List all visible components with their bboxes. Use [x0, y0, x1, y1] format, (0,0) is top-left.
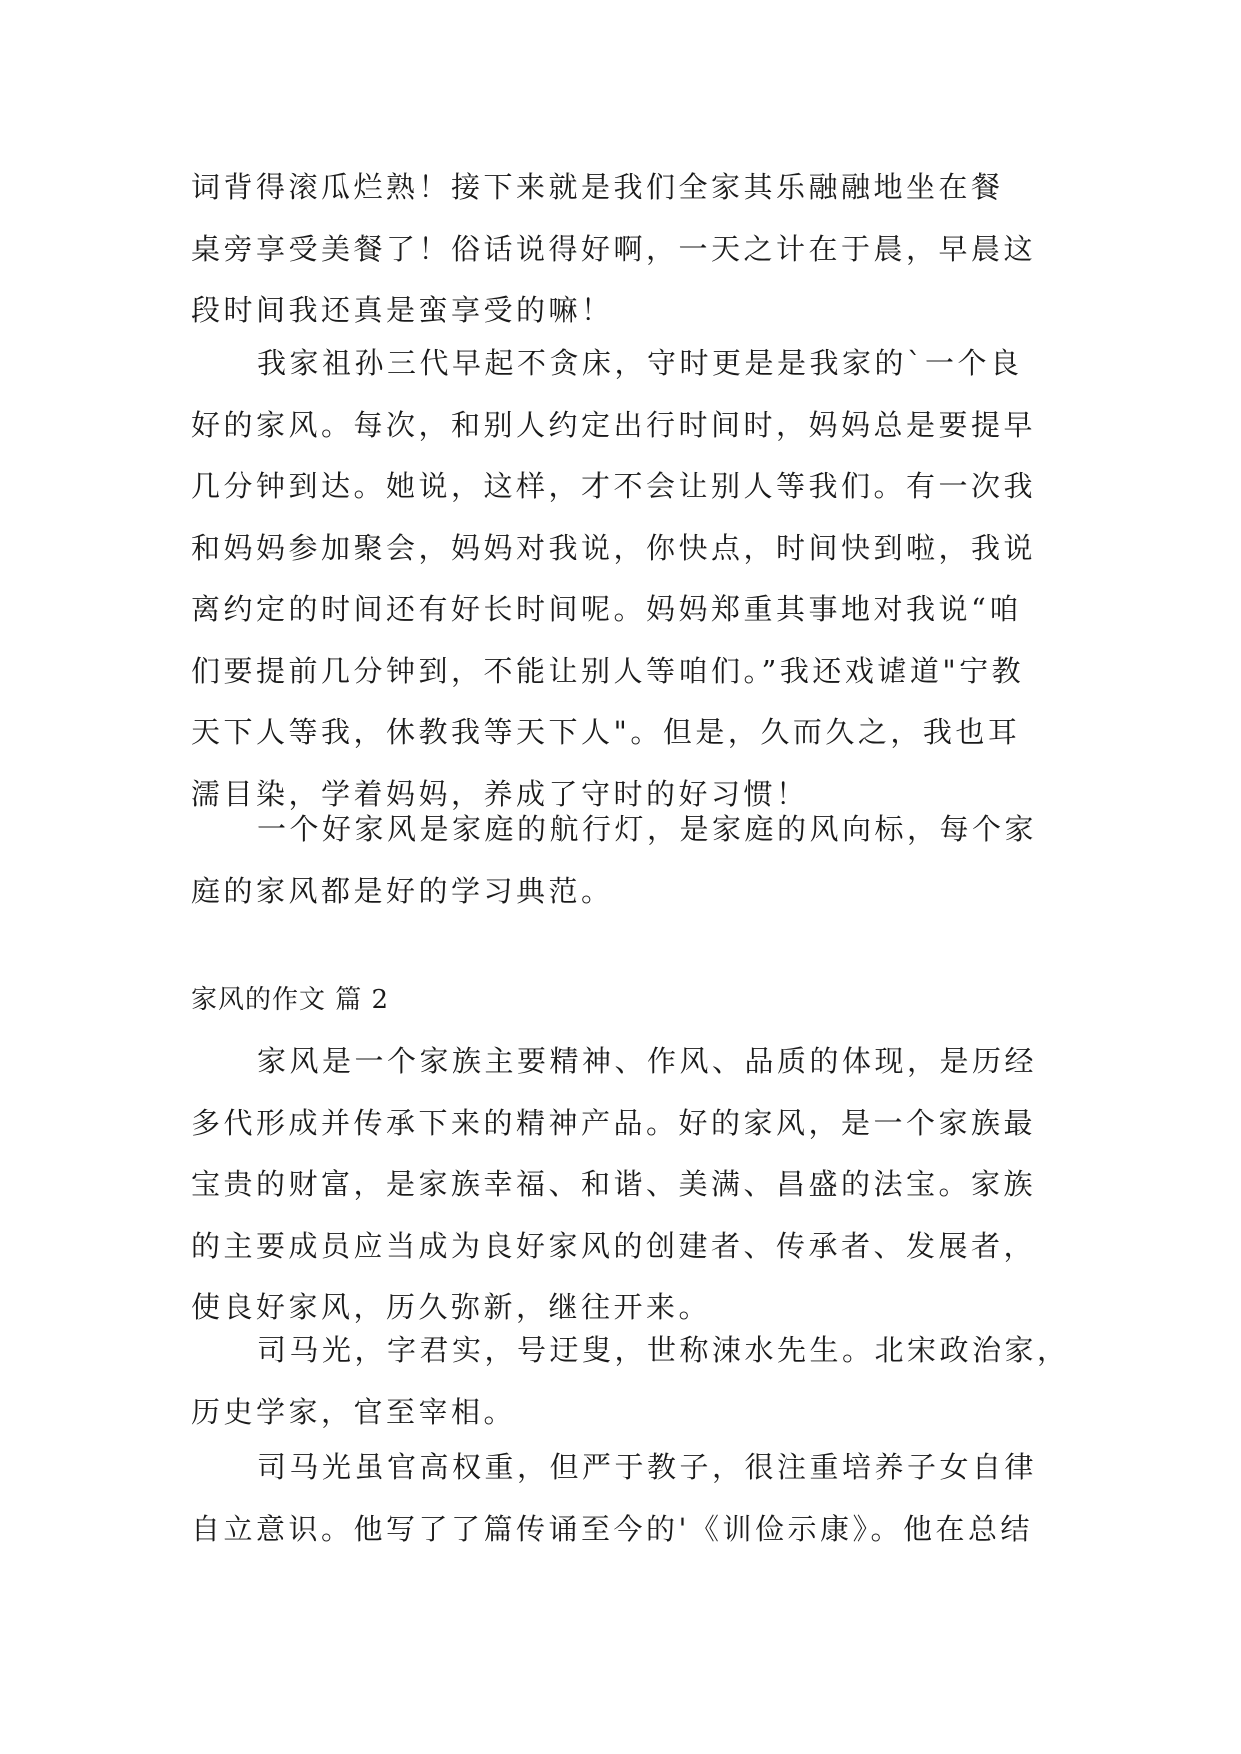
- text-line: 和妈妈参加聚会，妈妈对我说，你快点，时间快到啦，我说: [191, 530, 1037, 565]
- text-line: 离约定的时间还有好长时间呢。妈妈郑重其事地对我说“咱: [191, 592, 1022, 626]
- text-line: 词背得滚瓜烂熟！接下来就是我们全家其乐融融地坐在餐: [191, 170, 1004, 204]
- text-line: 们要提前几分钟到，不能让别人等咱们。”我还戏谑道"宁教: [191, 653, 1025, 688]
- essay-title: 家风的作文 篇 2: [191, 985, 390, 1015]
- text-line: 家风是一个家族主要精神、作风、品质的体现，是历经: [257, 1044, 1038, 1078]
- text-line: 历史学家，官至宰相。: [191, 1394, 517, 1429]
- text-line: 几分钟到达。她说，这样，才不会让别人等我们。有一次我: [191, 469, 1037, 503]
- text-line: 自立意识。他写了了篇传诵至今的'《训俭示康》。他在总结: [191, 1511, 1033, 1546]
- text-line: 的主要成员应当成为良好家风的创建者、传承者、发展者，: [191, 1228, 1037, 1263]
- paragraph-family-style: [191, 1031, 1061, 1339]
- text-line: 桌旁享受美餐了！俗话说得好啊，一天之计在于晨，早晨这: [191, 231, 1037, 266]
- paragraph-continued: [191, 157, 1061, 342]
- section-heading: [191, 970, 1061, 1032]
- paragraph-sima-guang: [191, 1320, 1070, 1443]
- text-line: 多代形成并传承下来的精神产品。好的家风，是一个家族最: [191, 1105, 1037, 1140]
- text-line: 我家祖孙三代早起不贪床，守时更是是我家的`一个良: [257, 346, 1023, 380]
- paragraph-punctuality: [191, 333, 1061, 825]
- text-line: 天下人等我，休教我等天下人"。但是，久而久之，我也耳: [191, 715, 1021, 749]
- text-line: 宝贵的财富，是家族幸福、和谐、美满、昌盛的法宝。家族: [191, 1167, 1037, 1201]
- text-line: 一个好家风是家庭的航行灯，是家庭的风向标，每个家: [257, 812, 1038, 846]
- text-line: 段时间我还真是蛮享受的嘛！: [191, 293, 614, 327]
- paragraph-conclusion: [191, 799, 1061, 922]
- text-line: 濡目染，学着妈妈，养成了守时的好习惯！: [191, 776, 809, 811]
- text-line: 司马光，字君实，号迂叟，世称涑水先生。北宋政治家，: [257, 1333, 1070, 1367]
- text-line: 使良好家风，历久弥新，继往开来。: [191, 1290, 712, 1324]
- text-line: 好的家风。每次，和别人约定出行时间时，妈妈总是要提早: [191, 407, 1037, 442]
- text-line: 庭的家风都是好的学习典范。: [191, 873, 614, 908]
- text-line: 司马光虽官高权重，但严于教子，很注重培养子女自律: [257, 1450, 1038, 1484]
- paragraph-education: [191, 1437, 1061, 1560]
